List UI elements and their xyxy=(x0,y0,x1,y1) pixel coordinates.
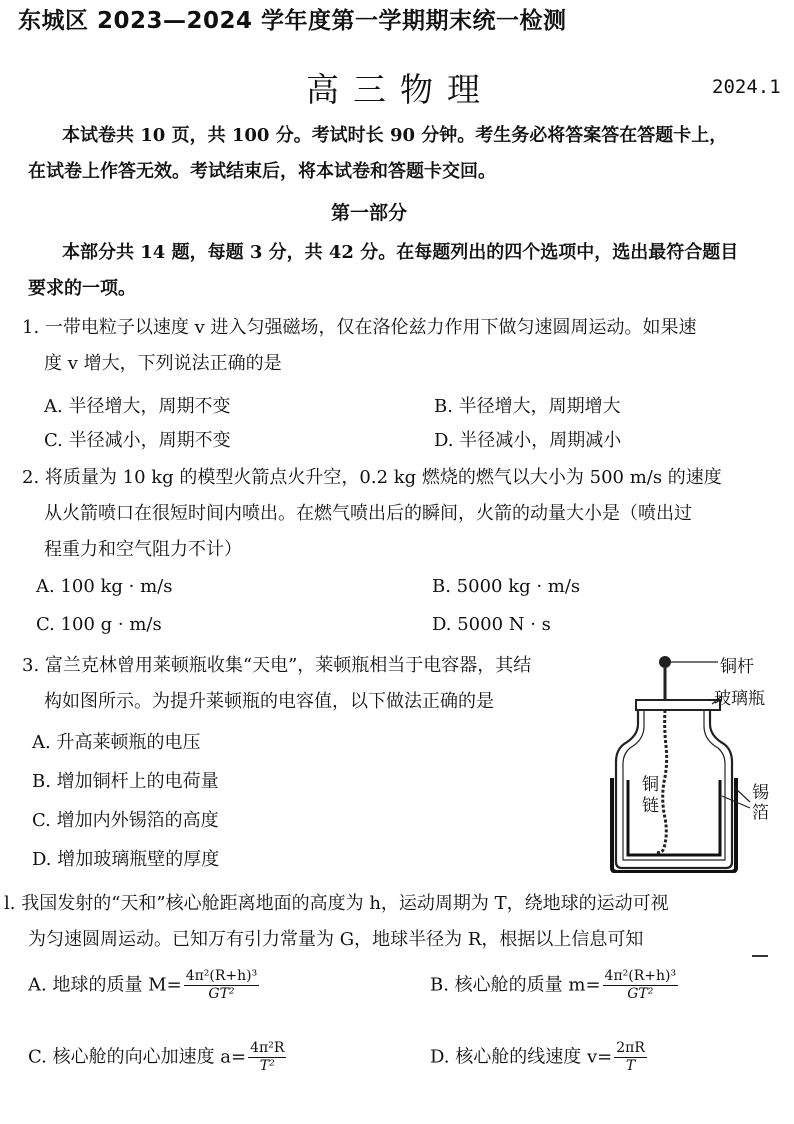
part-title: 第一部分 xyxy=(331,202,408,224)
outer-tin-foil xyxy=(612,778,736,872)
q4-option-a-text: A. 地球的质量 M= xyxy=(28,974,182,996)
exam-date: 2024.1 xyxy=(712,76,781,98)
q4-option-a xyxy=(28,968,259,1003)
leyden-jar-diagram xyxy=(598,648,788,873)
instructions-line-2: 在试卷上作答无效。考试结束后，将本试卷和答题卡交回。 xyxy=(28,161,496,182)
label-copper-rod: 铜杆 xyxy=(720,657,754,677)
q4-option-d-fraction xyxy=(614,1040,647,1075)
q4-option-d-denominator: T xyxy=(625,1058,636,1074)
label-tin-foil-1: 锡 xyxy=(752,783,769,803)
q4-option-d xyxy=(430,1040,647,1075)
q4-option-a-fraction xyxy=(184,968,260,1003)
q2-option-c: C. 100 g · m/s xyxy=(36,614,162,635)
q4-option-c-denominator: T² xyxy=(259,1058,275,1074)
instructions-line-1: 本试卷共 10 页，共 100 分。考试时长 90 分钟。考生务必将答案答在答题卡上， xyxy=(62,125,728,146)
leyden-jar-figure xyxy=(598,648,788,873)
label-glass-jar: 玻璃瓶 xyxy=(714,689,765,709)
q4-option-a-denominator: GT² xyxy=(208,986,235,1002)
glass-jar-inner xyxy=(623,710,725,860)
q3-option-d: D. 增加玻璃瓶壁的厚度 xyxy=(32,849,220,870)
page-edge-mark xyxy=(752,955,768,957)
q2-stem-line-2: 从火箭喷口在很短时间内喷出。在燃气喷出后的瞬间，火箭的动量大小是（喷出过 xyxy=(44,503,692,524)
q3-stem-line-2: 构如图所示。为提升莱顿瓶的电容值，以下做法正确的是 xyxy=(44,691,494,712)
q4-stem-line-2: 为匀速圆周运动。已知万有引力常量为 G，地球半径为 R，根据以上信息可知 xyxy=(28,929,644,950)
rod-ball xyxy=(659,656,671,668)
q1-option-b: B. 半径增大，周期增大 xyxy=(434,396,621,417)
q1-option-a: A. 半径增大，周期不变 xyxy=(44,396,231,417)
q3-option-b: B. 增加铜杆上的电荷量 xyxy=(32,771,219,792)
q4-option-b-text: B. 核心舱的质量 m= xyxy=(430,974,601,996)
q3-stem-line-1: 3. 富兰克林曾用莱顿瓶收集“天电”，莱顿瓶相当于电容器，其结 xyxy=(22,655,532,676)
q2-option-d: D. 5000 N · s xyxy=(432,614,551,635)
subject-title: 高三物理 xyxy=(306,70,494,109)
label-copper-chain-2: 链 xyxy=(642,796,659,816)
q1-stem-line-2: 度 v 增大，下列说法正确的是 xyxy=(44,353,282,374)
q4-option-c xyxy=(28,1040,286,1075)
q4-option-b-numerator: 4π²(R+h)³ xyxy=(604,968,677,984)
q2-option-a: A. 100 kg · m/s xyxy=(36,576,173,597)
exam-title: 东城区 2023—2024 学年度第一学期期末统一检测 xyxy=(18,8,567,34)
q4-option-d-numerator: 2πR xyxy=(616,1040,645,1056)
q2-option-b: B. 5000 kg · m/s xyxy=(432,576,581,597)
q3-option-a: A. 升高莱顿瓶的电压 xyxy=(32,732,201,753)
q4-option-c-numerator: 4π²R xyxy=(250,1040,285,1056)
part-intro-line-2: 要求的一项。 xyxy=(28,278,136,299)
q4-option-b xyxy=(430,968,678,1003)
q1-option-d: D. 半径减小，周期减小 xyxy=(434,430,622,451)
jar-stopper xyxy=(636,700,720,710)
q2-stem-line-3: 程重力和空气阻力不计） xyxy=(44,539,242,560)
q4-option-b-denominator: GT² xyxy=(627,986,654,1002)
q4-stem-line-1: l. 我国发射的“天和”核心舱距离地面的高度为 h，运动周期为 T，绕地球的运动可视 xyxy=(4,893,669,914)
q4-option-a-numerator: 4π²(R+h)³ xyxy=(185,968,258,984)
q1-stem-line-1: 1. 一带电粒子以速度 v 进入匀强磁场，仅在洛伦兹力作用下做匀速圆周运动。如果速 xyxy=(22,317,697,338)
q4-option-c-fraction xyxy=(248,1040,286,1075)
q4-option-b-fraction xyxy=(603,968,679,1003)
glass-jar xyxy=(616,710,732,868)
q4-option-c-text: C. 核心舱的向心加速度 a= xyxy=(28,1046,247,1068)
label-copper-chain-1: 铜 xyxy=(642,775,659,795)
q3-option-c: C. 增加内外锡箔的高度 xyxy=(32,810,219,831)
part-intro-line-1: 本部分共 14 题，每题 3 分，共 42 分。在每题列出的四个选项中，选出最符合题目 xyxy=(62,242,739,263)
q4-option-d-text: D. 核心舱的线速度 v= xyxy=(430,1046,613,1068)
q2-stem-line-1: 2. 将质量为 10 kg 的模型火箭点火升空，0.2 kg 燃烧的燃气以大小为 500 m/s 的速度 xyxy=(22,467,722,488)
q1-option-c: C. 半径减小，周期不变 xyxy=(44,430,231,451)
label-tin-foil-2: 箔 xyxy=(752,803,769,823)
